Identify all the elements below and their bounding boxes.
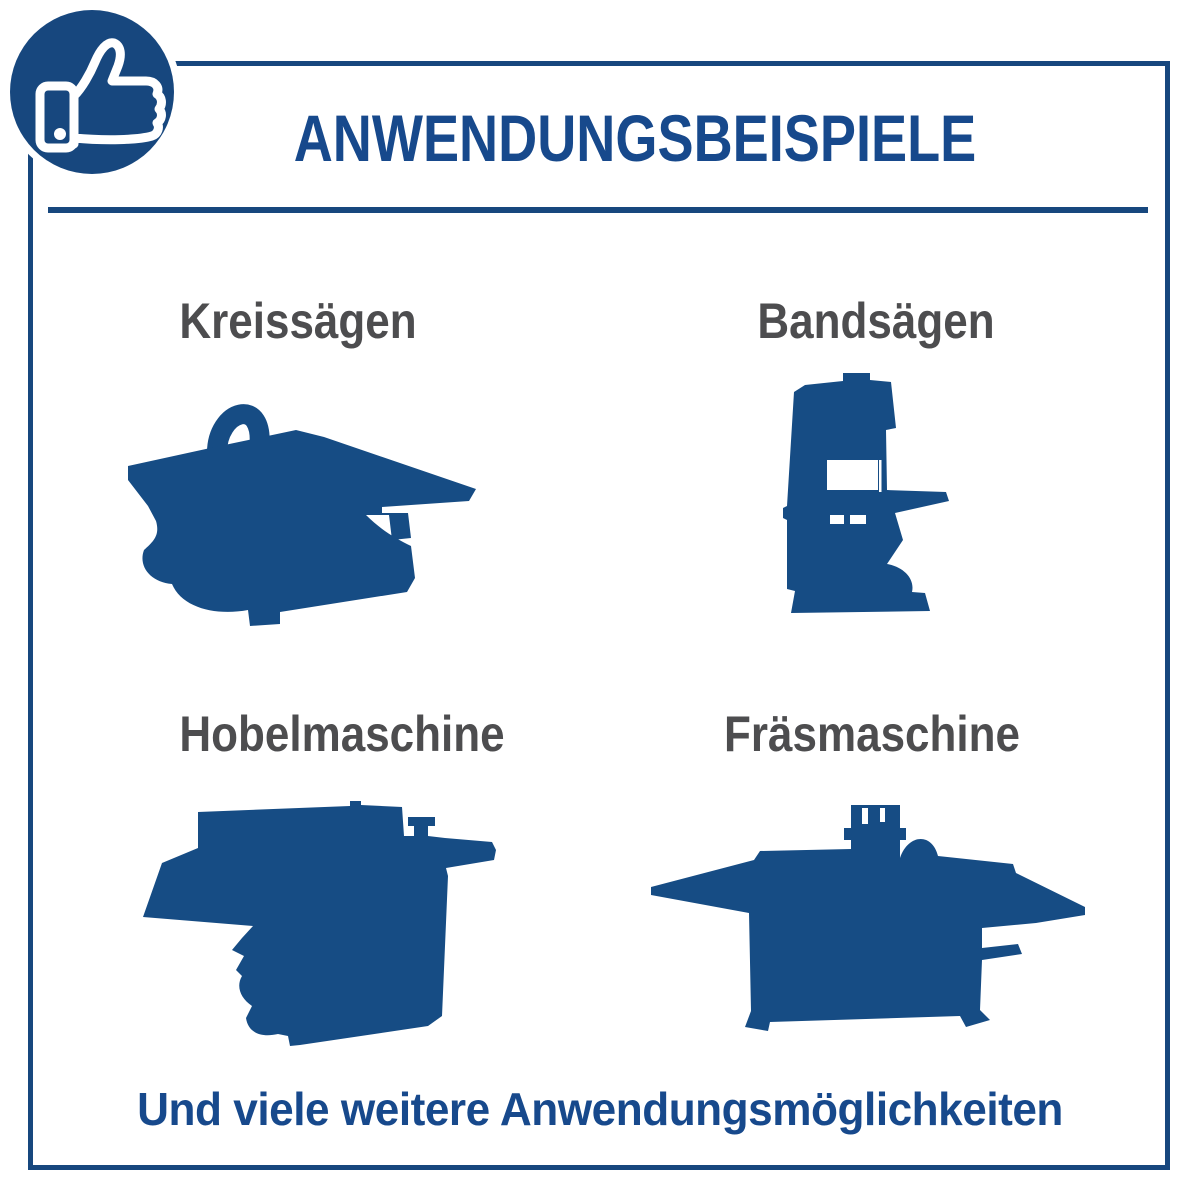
- band-saw-silhouette: [783, 370, 953, 615]
- thumbs-up-icon: [10, 10, 174, 174]
- footer-text: Und viele weitere Anwendungsmöglichkeiten: [137, 1083, 1063, 1135]
- circular-saw-silhouette: [120, 388, 480, 628]
- page-title: ANWENDUNGSBEISPIELE: [293, 101, 977, 175]
- thumbs-up-badge: [10, 10, 174, 174]
- label-kreissaegen: Kreissägen: [179, 293, 417, 349]
- label-fraesmaschine: Fräsmaschine: [724, 706, 1020, 762]
- title-divider: [48, 207, 1148, 213]
- label-bandsaegen: Bandsägen: [757, 293, 995, 349]
- label-hobelmaschine: Hobelmaschine: [179, 706, 505, 762]
- milling-machine-silhouette: [648, 800, 1088, 1050]
- planer-machine-silhouette: [140, 800, 496, 1048]
